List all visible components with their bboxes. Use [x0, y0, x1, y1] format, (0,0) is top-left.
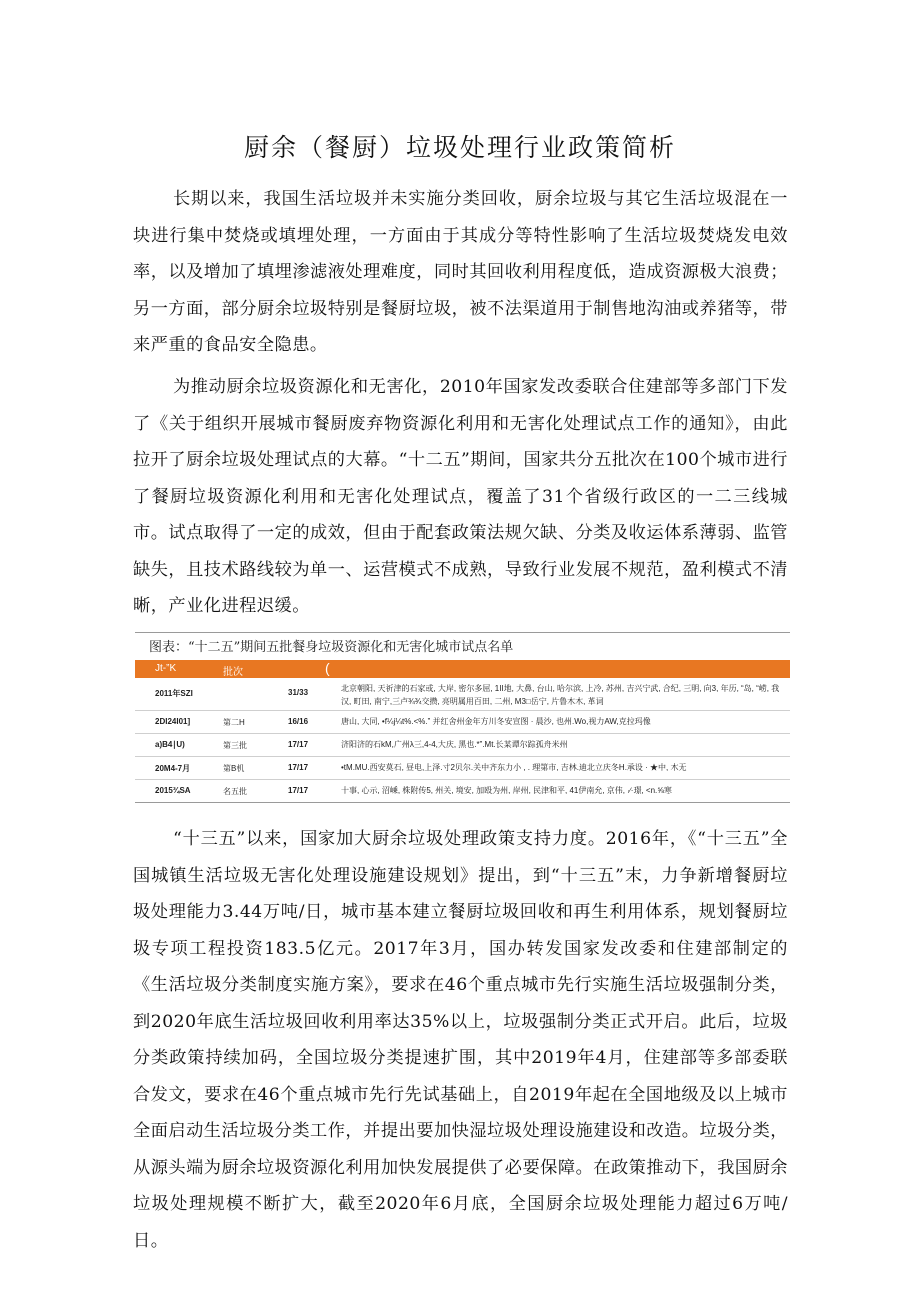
- row-batch: 第B机: [223, 764, 245, 773]
- paragraph-3: “十三五”以来，国家加大厨余垃圾处理政策支持力度。2016年，《“十三五”全国城镇生活垃圾无害化处理设施建设规划》提出，到“十三五”末，力争新增餐厨垃圾处理能力3.44万吨/日，城市基本建立餐厨垃圾回收和再生利用体系，规划餐厨垃圾专项工程投资183.5亿元。2017年3月，国办转发国家发改委和住建部制定的《生活垃圾分类制度实施方案》，要求在46个重点城市先行实施生活垃圾强制分类，到2020年底生活垃圾回收利用率达35%以上，垃圾强制分类正式开启。此后，垃圾分类政策持续加码，全国垃圾分类提速扩围，其中2019年4月，住建部等多部委联合发文，要求在46个重点城市先行先试基础上，自2019年起在全国地级及以上城市全面启动生活垃圾分类工作，并提出要加快湿垃圾处理设施建设和改造。垃圾分类，从源头端为厨余垃圾资源化利用加快发展提供了必要保障。在政策推动下，我国厨余垃圾处理规模不断扩大，截至2020年6月底，全国厨余垃圾处理能力超过6万吨/日。: [133, 829, 788, 1251]
- table-row: [135, 680, 790, 711]
- row-time: 20M4-7月: [155, 764, 191, 773]
- row-batch: 第三批: [223, 741, 247, 750]
- header-cities: (: [325, 660, 330, 676]
- header-batch: 批次: [223, 667, 243, 678]
- header-time: Jt-”K: [155, 663, 177, 674]
- row-count: 17/17: [288, 763, 309, 772]
- row-count: 31/33: [288, 688, 309, 697]
- row-time: 2011年SZI: [155, 689, 193, 698]
- table-row: [135, 757, 790, 780]
- table-row: [135, 780, 790, 801]
- table-row: [135, 734, 790, 757]
- row-count: 16/16: [288, 717, 309, 726]
- paragraph-2: 为推动厨余垃圾资源化和无害化，2010年国家发改委联合住建部等多部门下发了《关于组织开展城市餐厨废弃物资源化利用和无害化处理试点工作的通知》，由此拉开了厨余垃圾处理试点的大幕。“十二五”期间，国家共分五批次在100个城市进行了餐厨垃圾资源化利用和无害化处理试点，覆盖了31个省级行政区的一二三线城市。试点取得了一定的成效，但由于配套政策法规欠缺、分类及收运体系薄弱、监管缺失，且技术路线较为单一、运营模式不成熟，导致行业发展不规范，盈利模式不清晰，产业化进程迟缓。: [133, 377, 788, 616]
- page-title: 厨余（餐厨）垃圾处理行业政策简析: [243, 133, 676, 162]
- row-cities: 北京朝阳, 天祈津的石家或, 大岸, 密尔多屈, 1II地, 大鼻, 台山, 哈尔滨, 上冷, 苏州, 吉兴宁武, 合纪, 三明, 向3, 年历, “岛, “崂, 我汉, 町田, 南宁,三卢¾¾交攒, 亮明属用百田, 二州, M3□岳宁, 片鲁木木, 革词: [341, 684, 780, 706]
- figure-bottom-rule: [135, 802, 790, 803]
- row-time: a)B4∣U): [155, 740, 185, 749]
- figure-caption: 图表：“十二五”期间五批餐身垃圾资源化和无害化城市试点名单: [149, 640, 514, 655]
- row-batch: 名五批: [223, 787, 247, 796]
- row-cities: •tM.MU.西安莫石, 昼电,上泽.寸2贝尔.关中齐东力小 , . 理第市, 吉林.迪北立庆冬H.承设 · ★中, 木无: [341, 763, 687, 772]
- paragraph-1: 长期以来，我国生活垃圾并未实施分类回收，厨余垃圾与其它生活垃圾混在一块进行集中焚烧或填埋处理，一方面由于其成分等特性影响了生活垃圾焚烧发电效率，以及增加了填埋渗滤液处理难度，同时其回收利用程度低，造成资源极大浪费；另一方面，部分厨余垃圾特别是餐厨垃圾，被不法渠道用于制售地沟油或养猪等，带来严重的食品安全隐患。: [133, 189, 788, 355]
- table-row: [135, 711, 790, 734]
- row-count: 17/17: [288, 786, 309, 795]
- figure-table: [135, 632, 790, 802]
- table-header: [135, 660, 790, 678]
- row-time: 2DI24I01]: [155, 717, 191, 726]
- row-count: 17/17: [288, 740, 309, 749]
- row-cities: 唐山, 大同, •f¼j¼t%.<%.” 并红舍州金年方川冬安宣图 · 晨沙, 也州.Wo,视力AW,克拉玛像: [341, 717, 651, 726]
- row-cities: 十事, 心示, 沼嵊, 株附传5, 州关, 境安, 加殴为州, 岸州, 民津和平, 41伊南允, 京伟, ∙∕·璟, <n.⅝寒: [341, 786, 672, 795]
- row-cities: 济阳济的石kM,广州λ三,4-4,大庆, 黑也.*”.Mt.长某谭尔踪孤舟米州: [341, 740, 568, 749]
- row-time: 2015¾SA: [155, 786, 191, 795]
- figure-top-rule: [135, 632, 790, 633]
- row-batch: 第二H: [223, 718, 245, 727]
